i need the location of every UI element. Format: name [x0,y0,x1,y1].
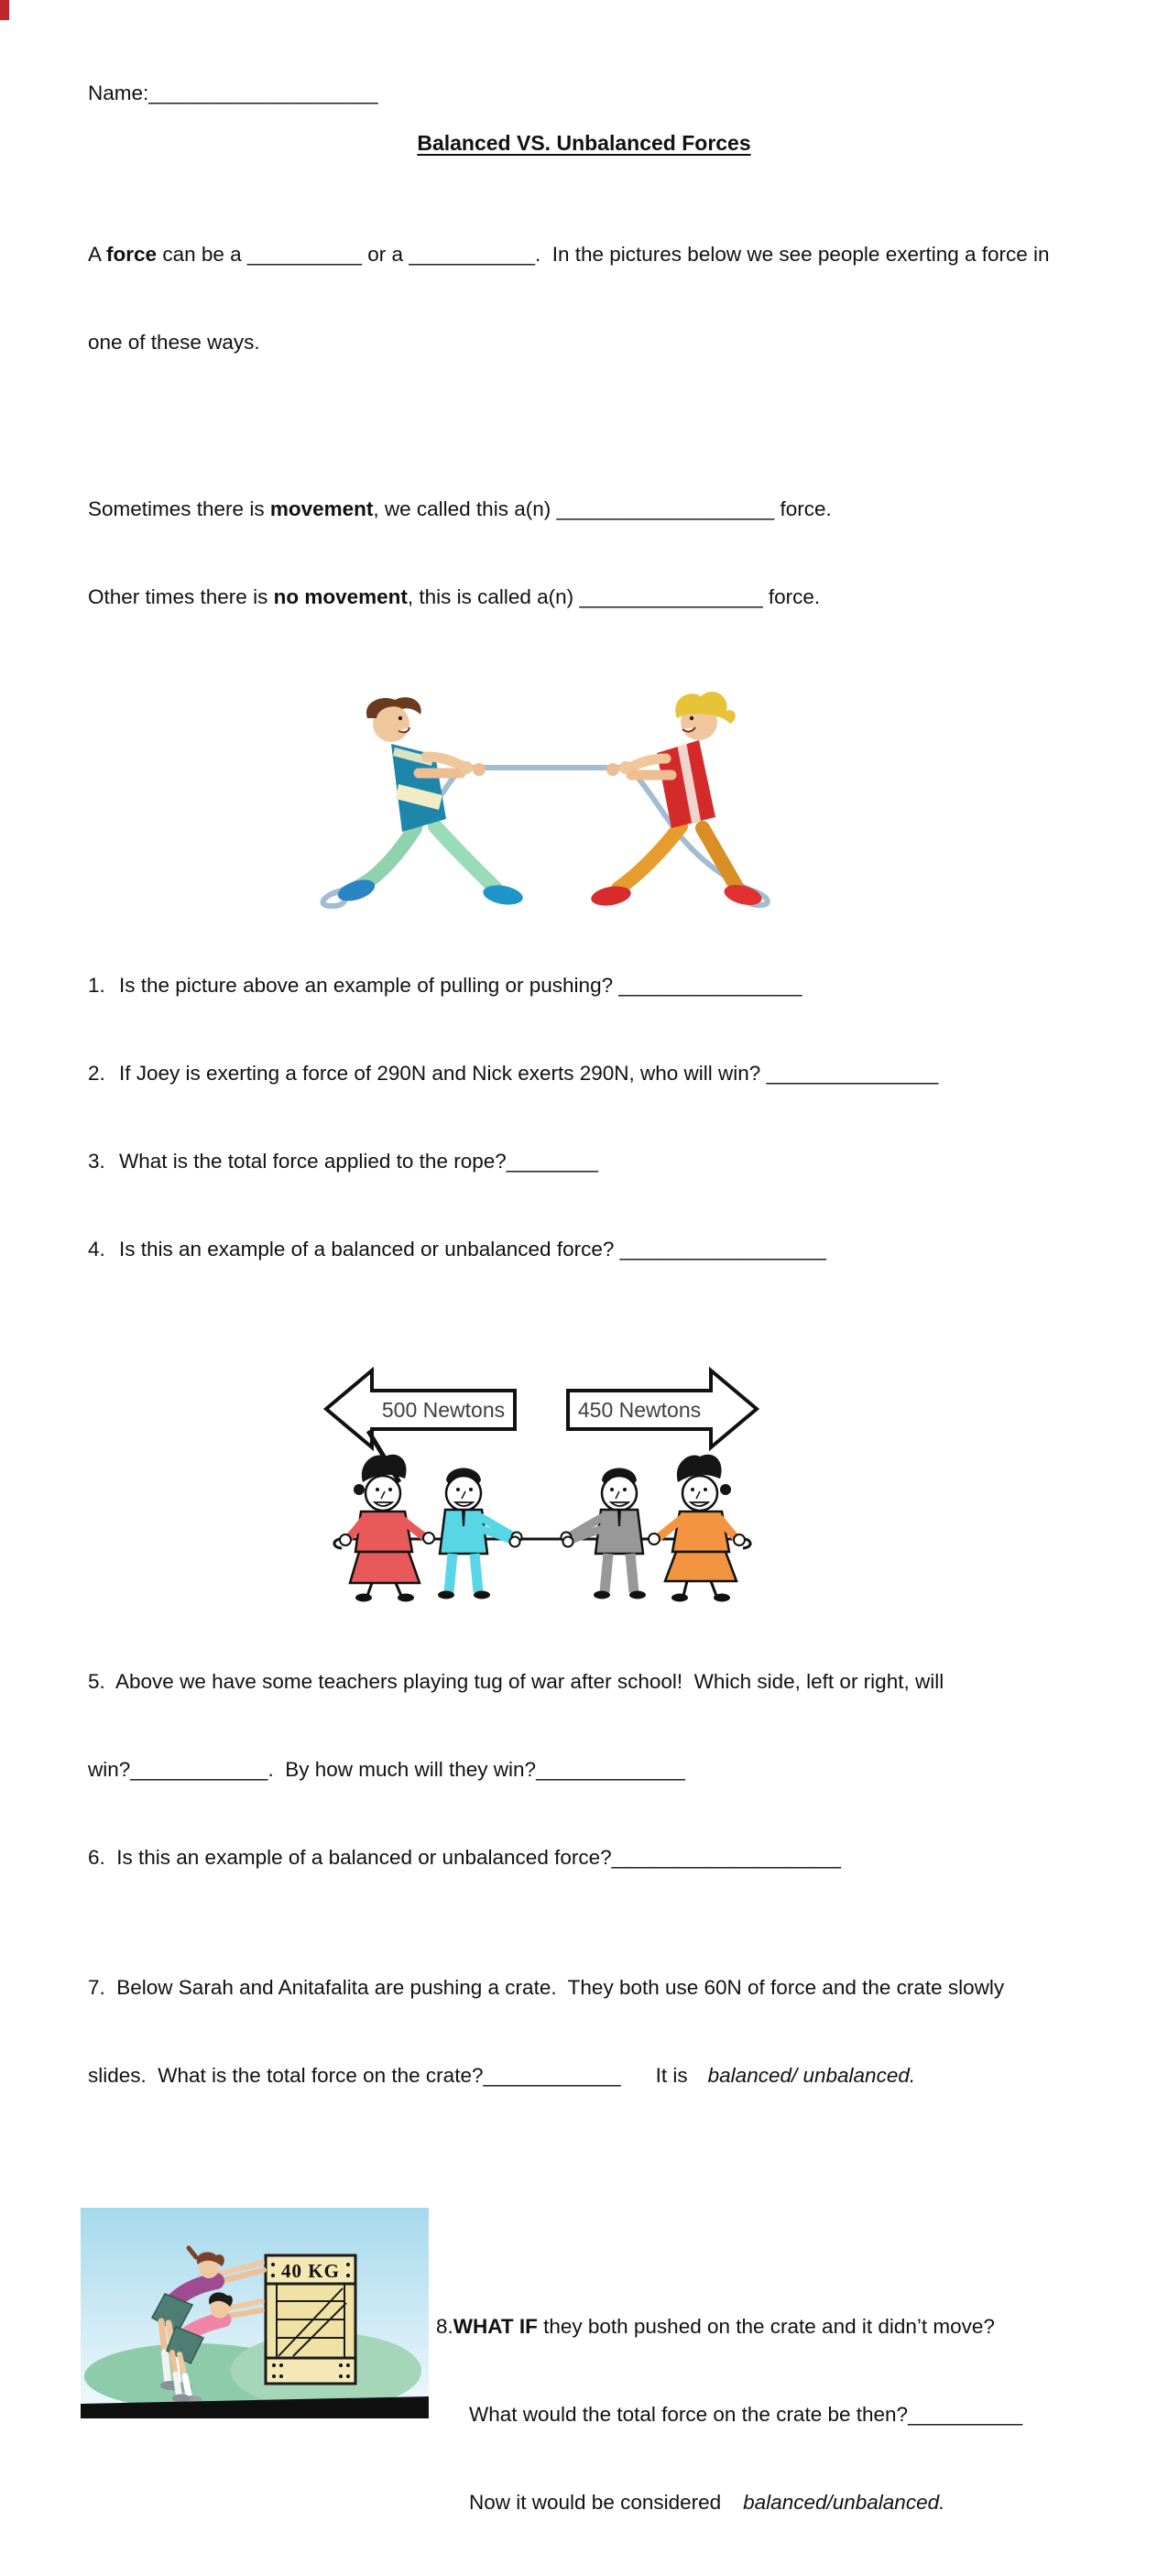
right-arrow-label: 450 Newtons [577,1398,702,1422]
crate [266,2255,355,2384]
name-line [88,79,1080,108]
intro-paragraph [88,181,1080,416]
movement-paragraph [88,436,1080,671]
scan-corner-mark [0,0,9,20]
intro-line-2: one of these ways. [88,331,260,354]
teacher-man-gray [562,1468,647,1599]
blank: __________ [908,2403,1023,2426]
question-8: 8.WHAT IF they both pushed on the crate and it didn’t move? What would the total force on the crate be then?__________ Now it would be considered balanced/unbalanced. [436,2315,1023,2514]
blank: _______________ [766,1062,939,1085]
blank: ___________ [409,243,535,266]
question-1: 1. Is the picture above an example of pulling or pushing? ________________ [88,974,802,997]
boy-left [335,697,524,908]
intro-line-1: A force can be a __________ or a ___________. In the pictures below we see people exerting a force in [88,243,1050,266]
blank: ____________ [483,2064,621,2087]
blank: ________________ [618,974,802,997]
blank: _____________ [536,1758,685,1781]
blank: ________ [506,1150,598,1173]
teacher-man-cyan [438,1468,522,1599]
blank: ________________ [579,585,763,608]
left-arrow [326,1370,515,1447]
boy-right [590,692,764,909]
teachers-tug-of-war-figure [317,1356,766,1601]
name-blank: ____________________ [148,82,378,104]
blank: ___________________ [556,497,775,520]
question-7: 7. Below Sarah and Anitafalita are pushing a crate. They both use 60N of force and the crate slowly slides. What is the total force on the crate?____________ It is balanced/ unbalanced. [88,1976,1005,2087]
blank: __________ [246,243,363,266]
movement-line-2: Other times there is no movement, this is called a(n) ________________ force. [88,585,821,608]
crate-weight-label: 40 KG [281,2260,340,2282]
teacher-woman-right [649,1455,745,1602]
blank: ____________________ [611,1846,841,1869]
tug-of-war-kids-figure [307,671,783,905]
balanced-unbalanced-choice: balanced/unbalanced. [743,2491,945,2514]
left-arrow-label: 500 Newtons [381,1398,506,1422]
bottom-row [81,2208,1080,2576]
balanced-unbalanced-choice: balanced/ unbalanced. [707,2064,916,2087]
right-arrow [568,1370,757,1447]
blank: ____________ [130,1758,268,1781]
name-label: Name: [88,82,149,104]
blank: __________________ [619,1238,826,1261]
question-3: 3. What is the total force applied to the rope?________ [88,1150,598,1173]
question-4: 4. Is this an example of a balanced or unbalanced force? __________________ [88,1238,826,1261]
question-5: 5. Above we have some teachers playing tug of war after school! Which side, left or right, will win?____________. By how much will they win?_____________ [88,1670,944,1781]
movement-line-1: Sometimes there is movement, we called this a(n) ___________________ force. [88,497,832,520]
crate-pushing-figure [81,2208,429,2418]
teacher-woman-left [340,1455,434,1602]
question-6: 6. Is this an example of a balanced or unbalanced force?____________________ [88,1846,841,1869]
page-title: Balanced VS. Unbalanced Forces [417,131,751,155]
questions-1-4 [88,912,1080,1323]
question-2: 2. If Joey is exerting a force of 290N and Nick exerts 290N, who will win? _______________ [88,1062,939,1085]
